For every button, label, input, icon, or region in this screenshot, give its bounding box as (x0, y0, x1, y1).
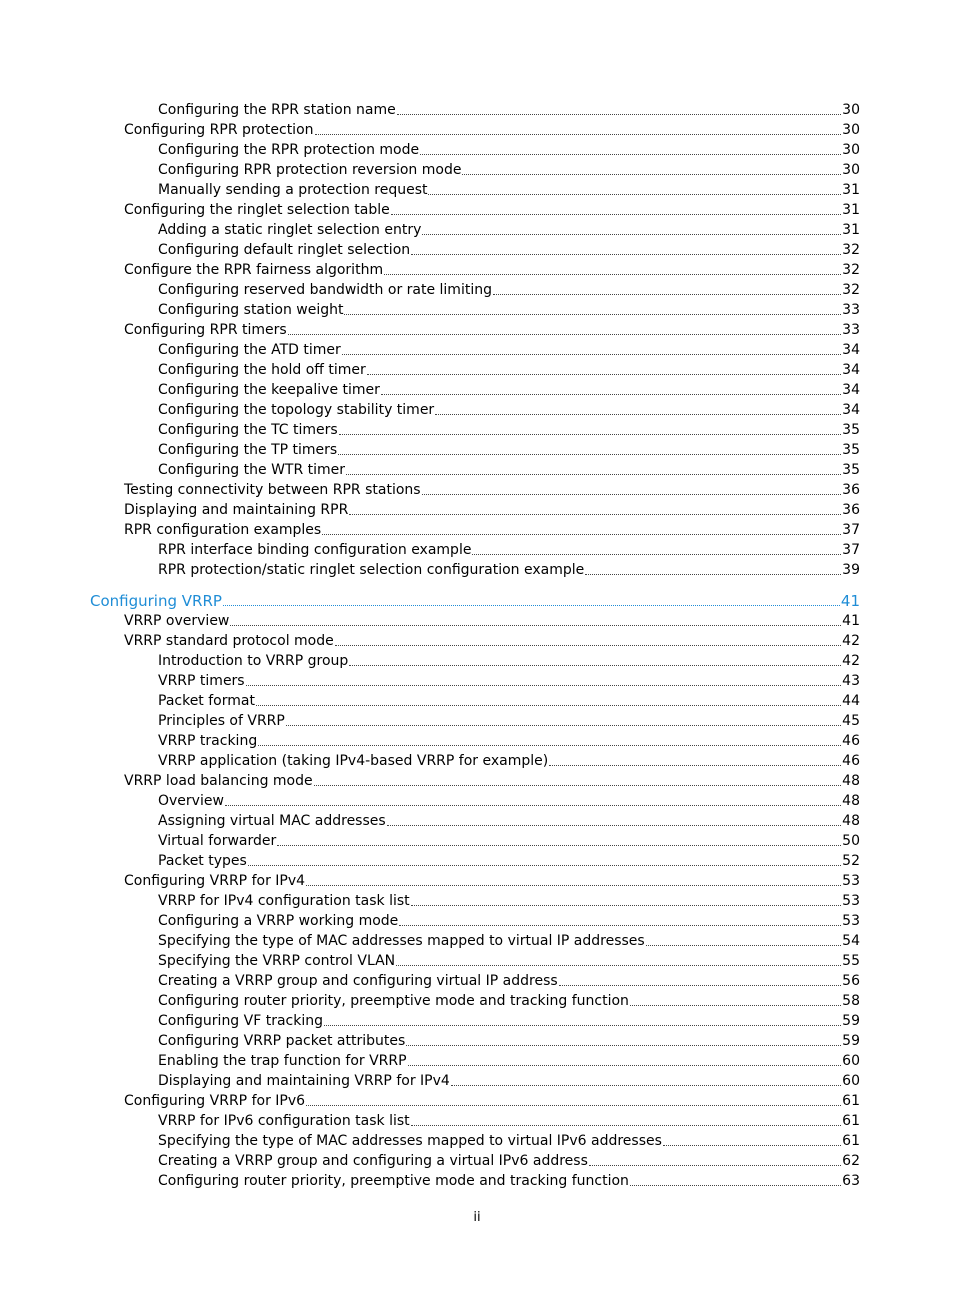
table-of-contents (0, 99, 954, 1190)
dot-leader (397, 113, 841, 115)
toc-entry-title: Assigning virtual MAC addresses (158, 813, 386, 829)
toc-entry-title: Configuring the RPR protection mode (158, 142, 420, 158)
toc-entry[interactable] (0, 459, 954, 479)
toc-entry[interactable] (0, 1110, 954, 1130)
dot-leader (630, 1004, 841, 1006)
dot-leader (422, 493, 842, 495)
dot-leader (630, 1184, 841, 1186)
dot-leader (306, 1104, 841, 1106)
toc-entry-page: 58 (842, 993, 860, 1009)
toc-entry-title: Introduction to VRRP group (158, 653, 349, 669)
toc-entry-page: 48 (842, 773, 860, 789)
toc-entry-page: 36 (842, 502, 860, 518)
toc-entry-title: VRRP overview (124, 613, 230, 629)
toc-entry-title: Configuring station weight (158, 302, 344, 318)
dot-leader (559, 984, 842, 986)
toc-entry[interactable] (0, 1050, 954, 1070)
toc-entry-page: 54 (842, 933, 860, 949)
toc-entry-title: Enabling the trap function for VRRP (158, 1053, 407, 1069)
toc-entry[interactable] (0, 890, 954, 910)
toc-chapter-entry[interactable] (0, 589, 954, 610)
toc-entry-page: 31 (842, 222, 860, 238)
toc-entry[interactable] (0, 359, 954, 379)
toc-entry-title: Adding a static ringlet selection entry (158, 222, 422, 238)
toc-entry-title: Configure the RPR fairness algorithm (124, 262, 384, 278)
toc-entry[interactable] (0, 239, 954, 259)
toc-entry-title: Configuring VRRP for IPv4 (124, 873, 306, 889)
toc-entry[interactable] (0, 750, 954, 770)
toc-entry[interactable] (0, 159, 954, 179)
toc-entry-title: Configuring VRRP packet attributes (158, 1033, 406, 1049)
toc-entry-page: 34 (842, 342, 860, 358)
toc-entry-page: 61 (842, 1133, 860, 1149)
dot-leader (399, 924, 841, 926)
toc-entry[interactable] (0, 1170, 954, 1190)
toc-entry-page: 63 (842, 1173, 860, 1189)
toc-entry-page: 35 (842, 422, 860, 438)
dot-leader (367, 373, 841, 375)
dot-leader (335, 644, 841, 646)
dot-leader (248, 864, 841, 866)
toc-entry-title: Configuring default ringlet selection (158, 242, 411, 258)
toc-entry[interactable] (0, 379, 954, 399)
toc-entry-title: Configuring RPR timers (124, 322, 287, 338)
dot-leader (258, 744, 841, 746)
toc-entry-title: Configuring RPR protection (124, 122, 314, 138)
toc-entry-page: 46 (842, 753, 860, 769)
toc-entry[interactable] (0, 419, 954, 439)
toc-entry[interactable] (0, 399, 954, 419)
toc-entry-page: 30 (842, 142, 860, 158)
toc-entry-page: 53 (842, 873, 860, 889)
toc-entry-page: 32 (842, 282, 860, 298)
toc-entry[interactable] (0, 499, 954, 519)
dot-leader (349, 664, 841, 666)
dot-leader (549, 764, 841, 766)
dot-leader (406, 1044, 841, 1046)
toc-entry-page: 43 (842, 673, 860, 689)
toc-entry-page: 53 (842, 893, 860, 909)
toc-entry[interactable] (0, 850, 954, 870)
toc-entry-title: Specifying the type of MAC addresses mapped to virtual IPv6 addresses (158, 1133, 662, 1149)
toc-entry-page: 55 (842, 953, 860, 969)
toc-entry-page: 30 (842, 102, 860, 118)
toc-entry-page: 35 (842, 462, 860, 478)
toc-entry-title: Virtual forwarder (158, 833, 277, 849)
dot-leader (451, 1084, 841, 1086)
toc-entry-title: Creating a VRRP group and configuring a virtual IPv6 address (158, 1153, 588, 1169)
toc-entry-page: 37 (842, 542, 860, 558)
dot-leader (493, 293, 841, 295)
toc-entry-page: 41 (840, 592, 860, 610)
toc-entry[interactable] (0, 810, 954, 830)
toc-entry-title: Manually sending a protection request (158, 182, 428, 198)
toc-entry[interactable] (0, 279, 954, 299)
toc-entry-page: 44 (842, 693, 860, 709)
toc-entry-page: 48 (842, 793, 860, 809)
toc-entry-title: VRRP for IPv6 configuration task list (158, 1113, 410, 1129)
toc-entry[interactable] (0, 179, 954, 199)
dot-leader (288, 333, 841, 335)
toc-entry-page: 30 (842, 162, 860, 178)
toc-entry-title: Packet types (158, 853, 247, 869)
toc-entry[interactable] (0, 690, 954, 710)
dot-leader (322, 533, 841, 535)
toc-entry-page: 34 (842, 402, 860, 418)
dot-leader (246, 684, 842, 686)
toc-entry-title: VRRP for IPv4 configuration task list (158, 893, 410, 909)
toc-entry-title: Configuring VF tracking (158, 1013, 324, 1029)
dot-leader (646, 944, 841, 946)
dot-leader (585, 573, 841, 575)
dot-leader (338, 453, 841, 455)
toc-entry-page: 42 (842, 653, 860, 669)
dot-leader (462, 173, 841, 175)
toc-entry-title: Testing connectivity between RPR stations (124, 482, 421, 498)
toc-entry-page: 60 (842, 1073, 860, 1089)
dot-leader (420, 153, 841, 155)
toc-entry-title: Configuring the TP timers (158, 442, 338, 458)
toc-entry[interactable] (0, 99, 954, 119)
dot-leader (344, 313, 841, 315)
toc-entry[interactable] (0, 119, 954, 139)
toc-entry-page: 59 (842, 1033, 860, 1049)
dot-leader (306, 884, 841, 886)
toc-entry[interactable] (0, 319, 954, 339)
toc-entry[interactable] (0, 770, 954, 790)
dot-leader (342, 353, 841, 355)
toc-entry[interactable] (0, 650, 954, 670)
toc-entry-title: Configuring router priority, preemptive mode and tracking function (158, 993, 629, 1009)
dot-leader (411, 904, 842, 906)
toc-entry-title: Configuring the ringlet selection table (124, 202, 390, 218)
toc-entry[interactable] (0, 830, 954, 850)
toc-entry-title: Displaying and maintaining RPR (124, 502, 349, 518)
toc-entry-title: Configuring the TC timers (158, 422, 338, 438)
toc-entry[interactable] (0, 199, 954, 219)
toc-entry-page: 53 (842, 913, 860, 929)
dot-leader (223, 604, 840, 606)
dot-leader (428, 193, 841, 195)
toc-entry-title: VRRP tracking (158, 733, 258, 749)
toc-entry[interactable] (0, 519, 954, 539)
dot-leader (589, 1164, 841, 1166)
toc-entry-title: Packet format (158, 693, 255, 709)
dot-leader (472, 553, 841, 555)
toc-entry-title: VRRP timers (158, 673, 245, 689)
toc-entry[interactable] (0, 930, 954, 950)
toc-entry[interactable] (0, 1010, 954, 1030)
toc-entry-title: Configuring the ATD timer (158, 342, 341, 358)
toc-entry[interactable] (0, 730, 954, 750)
dot-leader (346, 473, 841, 475)
dot-leader (391, 213, 841, 215)
toc-entry-page: 48 (842, 813, 860, 829)
toc-entry-page: 34 (842, 362, 860, 378)
dot-leader (381, 393, 841, 395)
dot-leader (384, 273, 841, 275)
toc-entry-title: Configuring the topology stability timer (158, 402, 435, 418)
toc-entry[interactable] (0, 710, 954, 730)
toc-entry[interactable] (0, 970, 954, 990)
toc-entry[interactable] (0, 1070, 954, 1090)
toc-entry-page: 31 (842, 202, 860, 218)
toc-entry-page: 41 (842, 613, 860, 629)
toc-entry-title: Overview (158, 793, 224, 809)
toc-entry-page: 61 (842, 1113, 860, 1129)
toc-entry[interactable] (0, 990, 954, 1010)
dot-leader (339, 433, 841, 435)
toc-entry[interactable] (0, 610, 954, 630)
toc-entry-page: 56 (842, 973, 860, 989)
toc-entry[interactable] (0, 1150, 954, 1170)
toc-entry-page: 36 (842, 482, 860, 498)
toc-entry-page: 59 (842, 1013, 860, 1029)
toc-entry-title: VRRP application (taking IPv4-based VRRP for example) (158, 753, 549, 769)
toc-entry-title: Configuring the RPR station name (158, 102, 396, 118)
toc-entry[interactable] (0, 219, 954, 239)
dot-leader (256, 704, 841, 706)
toc-entry-page: 60 (842, 1053, 860, 1069)
toc-entry-title: Configuring RPR protection reversion mode (158, 162, 462, 178)
toc-entry[interactable] (0, 670, 954, 690)
toc-entry-page: 32 (842, 242, 860, 258)
toc-entry-title: Configuring the keepalive timer (158, 382, 380, 398)
toc-entry-page: 35 (842, 442, 860, 458)
toc-entry-title: Configuring a VRRP working mode (158, 913, 399, 929)
dot-leader (411, 1124, 842, 1126)
toc-entry-title: Configuring reserved bandwidth or rate limiting (158, 282, 492, 298)
dot-leader (408, 1064, 842, 1066)
toc-entry-page: 50 (842, 833, 860, 849)
toc-entry[interactable] (0, 299, 954, 319)
dot-leader (225, 804, 841, 806)
toc-entry-title: Configuring VRRP (90, 592, 222, 610)
toc-entry-title: Displaying and maintaining VRRP for IPv4 (158, 1073, 450, 1089)
toc-entry-page: 34 (842, 382, 860, 398)
dot-leader (396, 964, 841, 966)
toc-entry[interactable] (0, 1130, 954, 1150)
dot-leader (277, 844, 841, 846)
toc-entry-page: 33 (842, 322, 860, 338)
toc-entry[interactable] (0, 559, 954, 579)
toc-entry[interactable] (0, 1090, 954, 1110)
toc-entry[interactable] (0, 630, 954, 650)
toc-entry-page: 61 (842, 1093, 860, 1109)
toc-entry[interactable] (0, 950, 954, 970)
toc-entry-page: 42 (842, 633, 860, 649)
toc-entry[interactable] (0, 539, 954, 559)
toc-entry-page: 52 (842, 853, 860, 869)
toc-entry[interactable] (0, 339, 954, 359)
toc-entry-page: 46 (842, 733, 860, 749)
dot-leader (230, 624, 841, 626)
toc-entry[interactable] (0, 1030, 954, 1050)
toc-entry[interactable] (0, 439, 954, 459)
dot-leader (663, 1144, 841, 1146)
toc-entry-title: Configuring the hold off timer (158, 362, 366, 378)
page-number: ii (473, 1210, 481, 1225)
toc-entry[interactable] (0, 910, 954, 930)
toc-entry-title: RPR configuration examples (124, 522, 322, 538)
toc-entry-title: Configuring the WTR timer (158, 462, 346, 478)
toc-entry-title: RPR protection/static ringlet selection configuration example (158, 562, 585, 578)
toc-entry-page: 37 (842, 522, 860, 538)
toc-entry-page: 33 (842, 302, 860, 318)
toc-entry-title: Configuring VRRP for IPv6 (124, 1093, 306, 1109)
toc-entry-title: Specifying the type of MAC addresses mapped to virtual IP addresses (158, 933, 645, 949)
dot-leader (349, 513, 841, 515)
dot-leader (315, 133, 842, 135)
toc-entry-title: Creating a VRRP group and configuring virtual IP address (158, 973, 558, 989)
toc-entry[interactable] (0, 139, 954, 159)
toc-entry-page: 31 (842, 182, 860, 198)
toc-entry-title: Configuring router priority, preemptive mode and tracking function (158, 1173, 629, 1189)
dot-leader (422, 233, 841, 235)
toc-entry-title: VRRP standard protocol mode (124, 633, 334, 649)
toc-entry-page: 30 (842, 122, 860, 138)
toc-entry-page: 45 (842, 713, 860, 729)
toc-entry-title: RPR interface binding configuration example (158, 542, 472, 558)
toc-entry-page: 39 (842, 562, 860, 578)
dot-leader (324, 1024, 841, 1026)
toc-entry-page: 62 (842, 1153, 860, 1169)
toc-entry-title: Specifying the VRRP control VLAN (158, 953, 396, 969)
dot-leader (411, 253, 841, 255)
dot-leader (286, 724, 841, 726)
toc-entry[interactable] (0, 870, 954, 890)
toc-entry[interactable] (0, 790, 954, 810)
toc-entry[interactable] (0, 259, 954, 279)
dot-leader (387, 824, 842, 826)
dot-leader (435, 413, 841, 415)
toc-entry-title: Principles of VRRP (158, 713, 285, 729)
toc-entry[interactable] (0, 479, 954, 499)
toc-entry-title: VRRP load balancing mode (124, 773, 313, 789)
dot-leader (314, 784, 842, 786)
toc-entry-page: 32 (842, 262, 860, 278)
